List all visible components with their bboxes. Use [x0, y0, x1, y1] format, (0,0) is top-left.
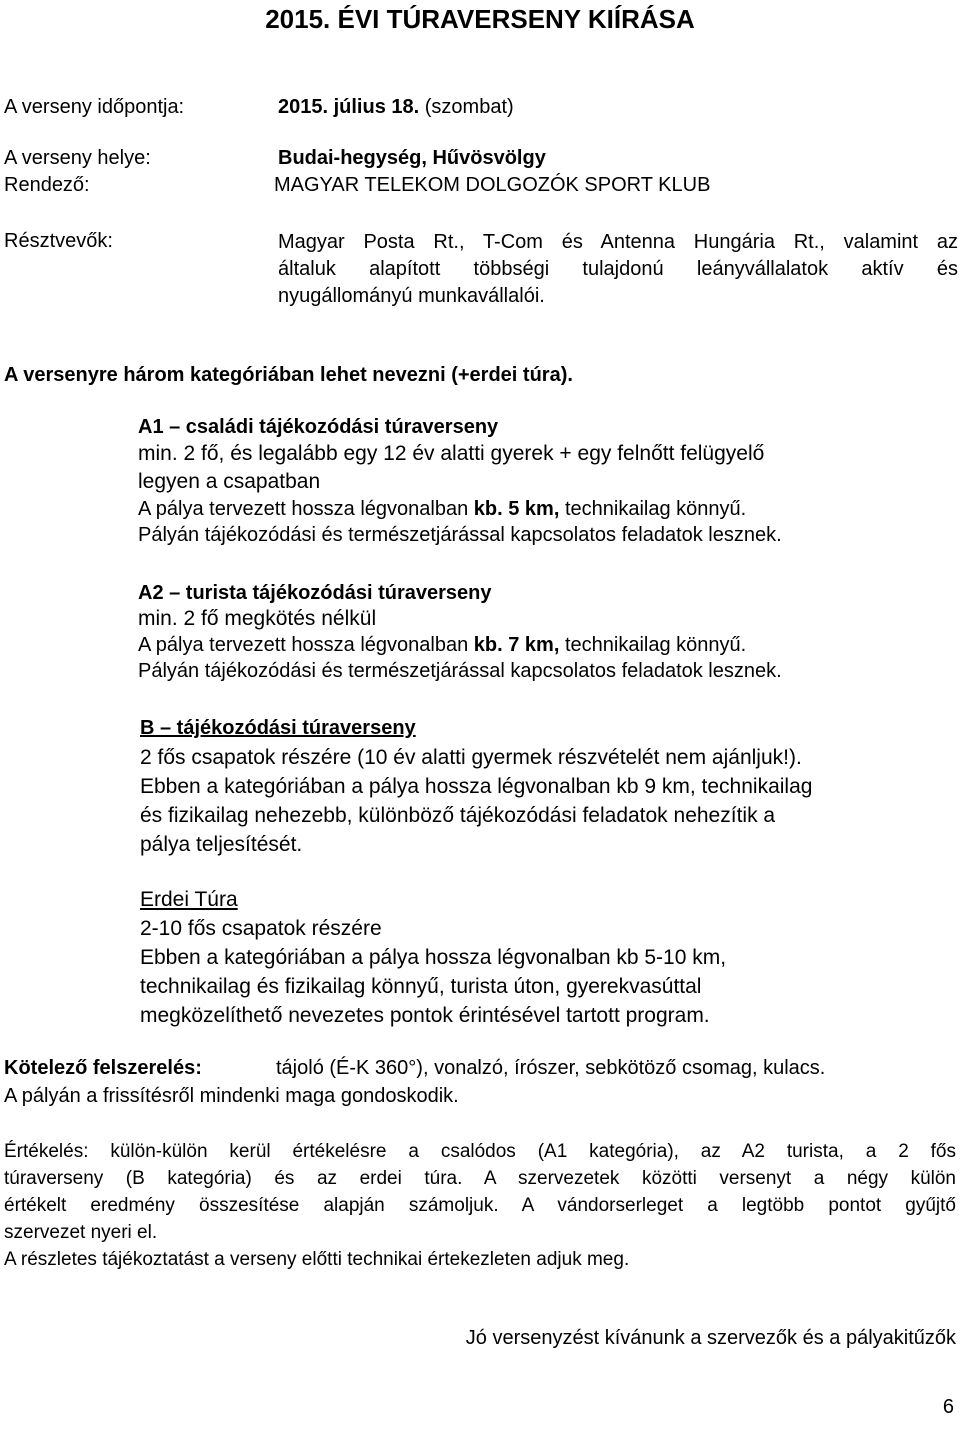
equipment-value: tájoló (É-K 360°), vonalzó, írószer, sebkötöző csomag, kulacs. — [276, 1057, 826, 1079]
a2-title: A2 – turista tájékozódási túraverseny — [138, 582, 492, 604]
b-line1: 2 fős csapatok részére (10 év alatti gyermek részvételét nem ajánljuk!). — [140, 746, 802, 769]
erdei-line1: 2-10 fős csapatok részére — [140, 917, 382, 940]
page-title: 2015. ÉVI TÚRAVERSENY KIÍRÁSA — [265, 4, 695, 34]
organizer-label: Rendező: — [4, 174, 90, 196]
participants-value — [278, 229, 958, 310]
closing-greeting: Jó versenyzést kívánunk a szervezők és a pályakitűzők — [465, 1327, 956, 1349]
evaluation-details: A részletes tájékoztatást a verseny előtti technikai értekezleten adjuk meg. — [4, 1249, 630, 1270]
erdei-title: Erdei Túra — [140, 888, 238, 911]
intro-heading: A versenyre három kategóriában lehet nevezni (+erdei túra). — [4, 364, 573, 386]
organizer-value: MAGYAR TELEKOM DOLGOZÓK SPORT KLUB — [274, 174, 711, 196]
section-erdei — [140, 885, 726, 1030]
section-b — [140, 714, 812, 859]
section-a2 — [138, 580, 782, 684]
participants-line: általuk alapított többségi tulajdonú leányvállalatok aktív és — [278, 258, 958, 280]
b-line2: Ebben a kategóriában a pálya hossza légvonalban kb 9 km, technikailag — [140, 775, 813, 798]
participants-line: nyugállományú munkavállalói. — [278, 285, 545, 307]
date-value — [278, 95, 514, 119]
a2-length-value: kb. 7 km, — [473, 634, 560, 656]
erdei-line3: technikailag és fizikailag könnyű, turista úton, gyerekvasúttal — [140, 975, 702, 998]
a2-line2 — [138, 632, 782, 658]
equipment-note: A pályán a frissítésről mindenki maga gondoskodik. — [4, 1085, 459, 1107]
date-text: 2015. július 18. — [278, 96, 420, 118]
a1-title: A1 – családi tájékozódási túraverseny — [138, 416, 499, 438]
erdei-line2: Ebben a kategóriában a pálya hossza légvonalban kb 5-10 km, — [140, 946, 727, 969]
b-line4: pálya teljesítését. — [140, 833, 303, 856]
a1-length-text: A pálya tervezett hossza légvonalban — [138, 498, 474, 520]
b-title: B – tájékozódási túraverseny — [140, 717, 416, 739]
participants-line: Magyar Posta Rt., T-Com és Antenna Hungária Rt., valamint az — [278, 231, 958, 253]
a2-line1: min. 2 fő megkötés nélkül — [138, 607, 377, 630]
place-value: Budai-hegység, Hűvösvölgy — [278, 147, 546, 169]
a1-length-value: kb. 5 km, — [473, 498, 560, 520]
place-label: A verseny helye: — [4, 147, 151, 169]
section-a1 — [138, 414, 782, 548]
a1-difficulty: technikailag könnyű. — [559, 498, 747, 520]
a1-line2: legyen a csapatban — [138, 470, 321, 493]
equipment-label: Kötelező felszerelés: — [4, 1057, 202, 1079]
participants-label: Résztvevők: — [4, 230, 113, 252]
erdei-line4: megközelíthető nevezetes pontok érintésével tartott program. — [140, 1004, 710, 1027]
a2-line3: Pályán tájékozódási és természetjárással kapcsolatos feladatok lesznek. — [138, 660, 782, 682]
evaluation-line: túraverseny (B kategória) és az erdei túra. A szervezetek közötti versenyt a négy külön — [4, 1168, 956, 1189]
a1-line3 — [138, 496, 782, 522]
b-line3: és fizikailag nehezebb, különböző tájékozódási feladatok nehezítik a — [140, 804, 776, 827]
evaluation-line: szervezet nyeri el. — [4, 1222, 158, 1243]
date-label: A verseny időpontja: — [4, 96, 185, 118]
evaluation-line: értékelt eredmény összesítése alapján számoljuk. A vándorserleget a legtöbb pontot gyűjtő — [4, 1195, 956, 1216]
date-day: (szombat) — [424, 96, 514, 118]
a2-length-text: A pálya tervezett hossza légvonalban — [138, 634, 474, 656]
page-number: 6 — [942, 1396, 954, 1418]
a1-line4: Pályán tájékozódási és természetjárással kapcsolatos feladatok lesznek. — [138, 524, 782, 546]
a2-difficulty: technikailag könnyű. — [559, 634, 747, 656]
a1-line1: min. 2 fő, és legalább egy 12 év alatti gyerek + egy felnőtt felügyelő — [138, 442, 765, 465]
evaluation-paragraph — [4, 1138, 956, 1273]
evaluation-line: Értékelés: külön-külön kerül értékelésre a csalódos (A1 kategória), az A2 turista, a 2 fős — [4, 1141, 956, 1162]
